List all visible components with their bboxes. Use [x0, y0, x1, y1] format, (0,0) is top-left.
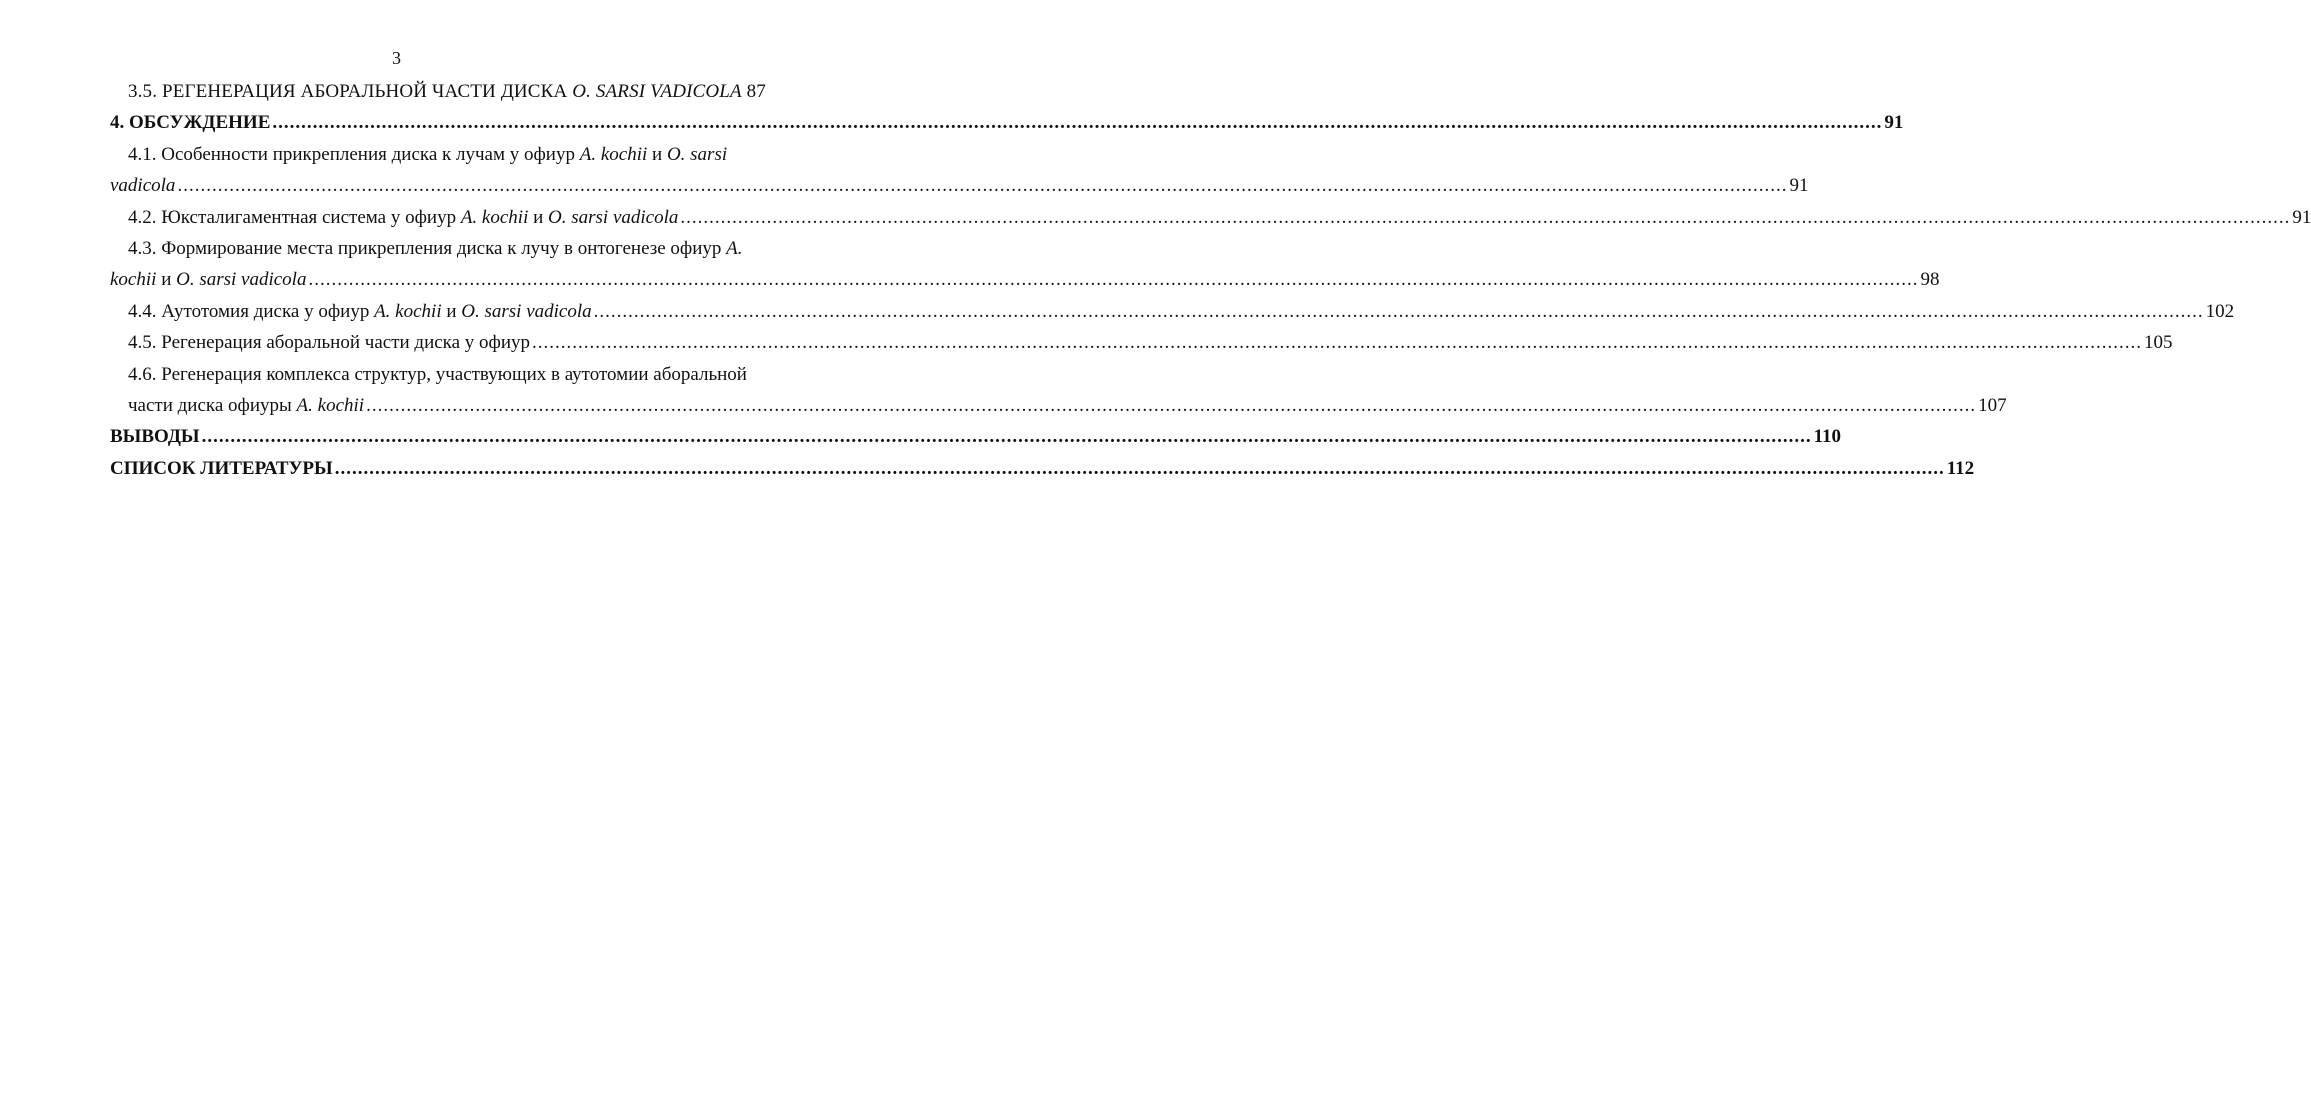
toc-entry-references[interactable] [110, 453, 1975, 484]
toc-entry-4-3-line1[interactable] [110, 233, 756, 264]
toc-entry-page: 112 [1946, 457, 1975, 479]
toc-entry-4-1-line2[interactable] [110, 170, 1809, 201]
toc-dot-leader [594, 296, 2204, 327]
toc-entry-species: O. sarsi vadicola [461, 300, 592, 322]
toc-entry-species: A. [726, 237, 743, 259]
table-of-contents [110, 76, 2311, 484]
toc-entry-page: 91 [1789, 175, 1809, 197]
toc-entry-conjunction: и [647, 143, 667, 165]
toc-entry-conjunction: и [528, 206, 549, 228]
toc-entry-page: 102 [2205, 300, 2235, 322]
toc-entry-species: O. sarsi vadicola [548, 206, 679, 228]
toc-dot-leader [366, 390, 1976, 421]
toc-entry-title: 4.6. Регенерация комплекса структур, участвующих в аутотомии аборальной [128, 363, 747, 385]
toc-entry-species: A. kochii [374, 300, 442, 322]
toc-entry-title: ВЫВОДЫ [110, 426, 200, 448]
page-number: 3 [392, 48, 401, 68]
toc-entry-species: kochii [110, 269, 157, 291]
toc-entry-4-5[interactable] [110, 327, 2173, 358]
toc-dot-leader [532, 327, 2142, 358]
toc-entry-4-1-line1[interactable] [110, 139, 756, 170]
toc-entry-species: vadicola [110, 175, 176, 197]
toc-entry-species: A. kochii [579, 143, 648, 165]
toc-entry-conjunction: и [156, 269, 177, 291]
toc-dot-leader [177, 170, 1787, 201]
toc-entry-page: 91 [2292, 206, 2311, 228]
toc-entry-title: 4.2. Юксталигаментная система у офиур [128, 206, 461, 228]
toc-entry-4-6-line1[interactable] [110, 359, 756, 390]
toc-dot-leader [308, 264, 1918, 295]
toc-entry-title: части диска офиуры [128, 394, 297, 416]
toc-entry-species: A. kochii [460, 206, 529, 228]
toc-entry-4-3-line2[interactable] [110, 264, 1940, 295]
toc-entry-species: O. sarsi vadicola [176, 269, 307, 291]
toc-entry-title: 3.5. РЕГЕНЕРАЦИЯ АБОРАЛЬНОЙ ЧАСТИ ДИСКА [128, 81, 573, 102]
toc-entry-4-6-line2[interactable] [110, 390, 2007, 421]
toc-entry-conclusions[interactable] [110, 421, 1842, 452]
toc-entry-conjunction: и [441, 300, 462, 322]
toc-entry-species: O. SARSI VADICOLA [572, 81, 742, 102]
toc-entry-4-4[interactable] [110, 296, 2235, 327]
toc-entry-species: O. sarsi [666, 143, 728, 165]
toc-entry-title: СПИСОК ЛИТЕРАТУРЫ [110, 457, 333, 479]
toc-entry-4-2[interactable] [110, 202, 2311, 233]
toc-dot-leader [202, 421, 1812, 452]
toc-entry-page: 98 [1920, 269, 1940, 291]
toc-entry-page: 87 [746, 81, 766, 102]
toc-entry-title: 4.5. Регенерация аборальной части диска у офиур [128, 332, 531, 354]
toc-entry-page: 105 [2144, 332, 2173, 354]
toc-dot-leader [272, 107, 1882, 138]
toc-entry-title: 4. ОБСУЖДЕНИЕ [110, 112, 271, 134]
toc-entry-4[interactable] [110, 107, 1904, 138]
toc-entry-title: 4.4. Аутотомия диска у офиур [128, 300, 375, 322]
toc-entry-title: 4.3. Формирование места прикрепления диска к лучу в онтогенезе офиур [128, 237, 727, 259]
toc-entry-species: A. kochii [296, 394, 365, 416]
toc-entry-page: 110 [1813, 426, 1842, 448]
toc-entry-title: 4.1. Особенности прикрепления диска к лучам у офиур [128, 143, 580, 165]
toc-entry-3-5[interactable] [110, 76, 766, 107]
toc-dot-leader [680, 202, 2290, 233]
toc-entry-page: 91 [1884, 112, 1904, 134]
toc-entry-page: 107 [1978, 394, 2007, 416]
toc-dot-leader [335, 453, 1945, 484]
